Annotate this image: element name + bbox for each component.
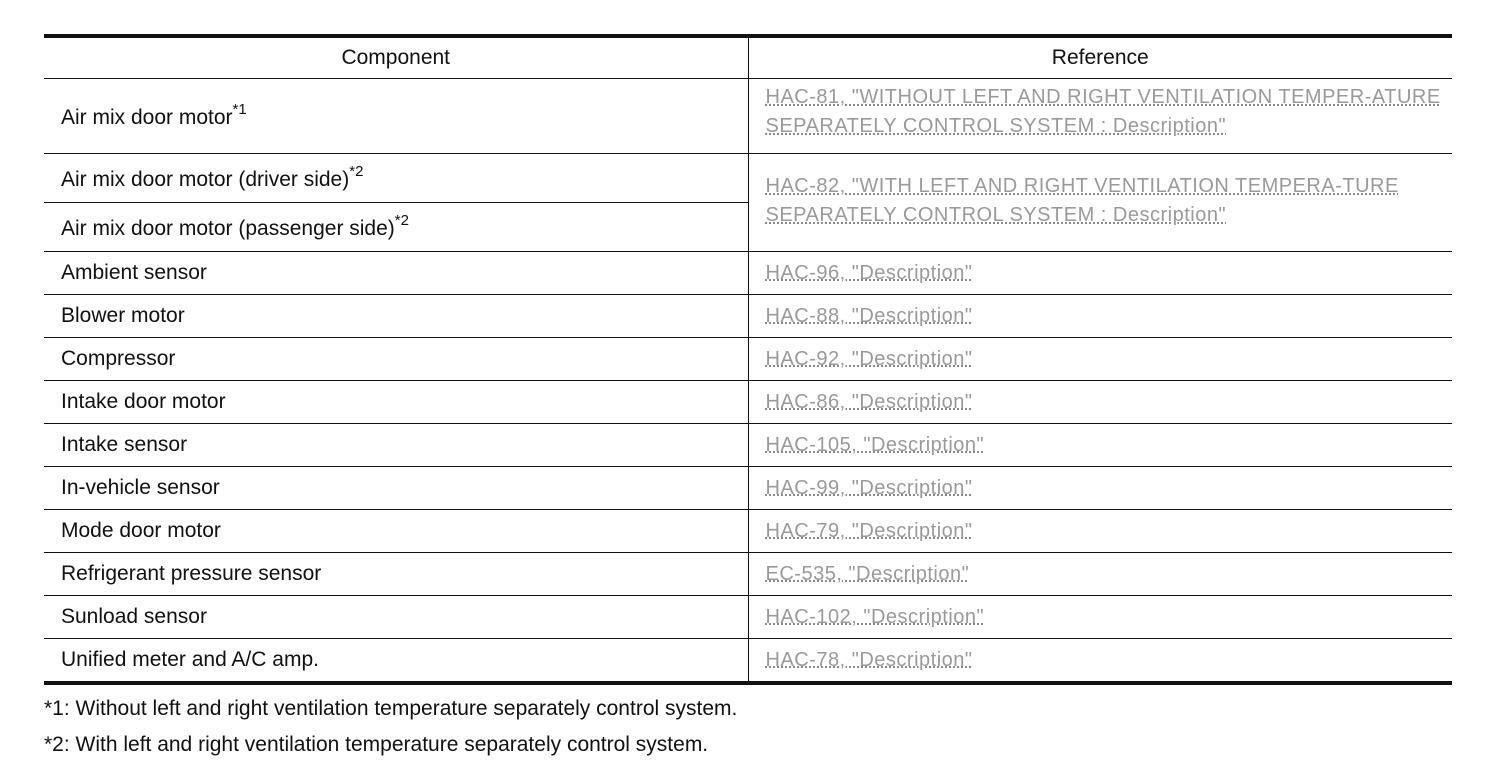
component-cell: Air mix door motor$^{*1}$ — [44, 79, 748, 154]
reference-table-container — [44, 34, 1452, 763]
reference-link[interactable]: HAC-99, "Description" — [765, 476, 973, 499]
table-row — [44, 467, 1452, 510]
reference-cell — [748, 510, 1452, 553]
table-row — [44, 596, 1452, 639]
table-row — [44, 639, 1452, 684]
component-cell: Mode door motor — [44, 510, 748, 553]
reference-link[interactable]: HAC-105, "Description" — [765, 433, 985, 456]
table-row — [44, 424, 1452, 467]
reference-link[interactable]: HAC-79, "Description" — [765, 519, 973, 542]
reference-link[interactable]: HAC-86, "Description" — [765, 390, 973, 413]
footnote-1: *1: Without left and right ventilation temperature separately control system. — [44, 697, 738, 720]
table-row — [44, 510, 1452, 553]
table-row — [44, 338, 1452, 381]
component-cell: Air mix door motor (passenger side)$^{*2}$ — [44, 203, 748, 252]
component-cell: Unified meter and A/C amp. — [44, 639, 748, 684]
component-cell: Compressor — [44, 338, 748, 381]
reference-cell — [748, 467, 1452, 510]
reference-cell — [748, 338, 1452, 381]
table-row — [44, 381, 1452, 424]
reference-link[interactable]: HAC-82, "WITH LEFT AND RIGHT VENTILATION TEMPERA-TURE SEPARATELY CONTROL SYSTEM : Description" — [765, 175, 1399, 226]
table-header-row — [44, 36, 1452, 79]
reference-link[interactable]: HAC-88, "Description" — [765, 304, 973, 327]
reference-cell — [748, 252, 1452, 295]
component-cell: Refrigerant pressure sensor — [44, 553, 748, 596]
reference-cell — [748, 639, 1452, 684]
reference-cell — [748, 79, 1452, 154]
reference-link[interactable]: HAC-102, "Description" — [765, 605, 985, 628]
component-reference-table — [44, 34, 1452, 685]
component-cell: Blower motor — [44, 295, 748, 338]
component-cell: Sunload sensor — [44, 596, 748, 639]
component-cell: In-vehicle sensor — [44, 467, 748, 510]
reference-link[interactable]: EC-535, "Description" — [765, 562, 970, 585]
footnotes — [44, 691, 1452, 763]
reference-link[interactable]: HAC-78, "Description" — [765, 648, 973, 671]
reference-link[interactable]: HAC-96, "Description" — [765, 261, 973, 284]
component-cell: Intake door motor — [44, 381, 748, 424]
reference-cell — [748, 381, 1452, 424]
component-cell: Ambient sensor — [44, 252, 748, 295]
reference-link[interactable]: HAC-92, "Description" — [765, 347, 973, 370]
table-row — [44, 79, 1452, 154]
header-reference: Reference — [748, 36, 1452, 79]
footnote-2: *2: With left and right ventilation temperature separately control system. — [44, 733, 709, 756]
reference-link[interactable]: HAC-81, "WITHOUT LEFT AND RIGHT VENTILATION TEMPER-ATURE SEPARATELY CONTROL SYSTEM : Description" — [765, 86, 1441, 137]
reference-cell — [748, 553, 1452, 596]
reference-cell — [748, 295, 1452, 338]
component-cell: Intake sensor — [44, 424, 748, 467]
table-row — [44, 295, 1452, 338]
table-row — [44, 553, 1452, 596]
reference-cell — [748, 596, 1452, 639]
reference-cell — [748, 154, 1452, 252]
table-row — [44, 154, 1452, 203]
table-row — [44, 252, 1452, 295]
header-component: Component — [44, 36, 748, 79]
component-cell: Air mix door motor (driver side)$^{*2}$ — [44, 154, 748, 203]
reference-cell — [748, 424, 1452, 467]
